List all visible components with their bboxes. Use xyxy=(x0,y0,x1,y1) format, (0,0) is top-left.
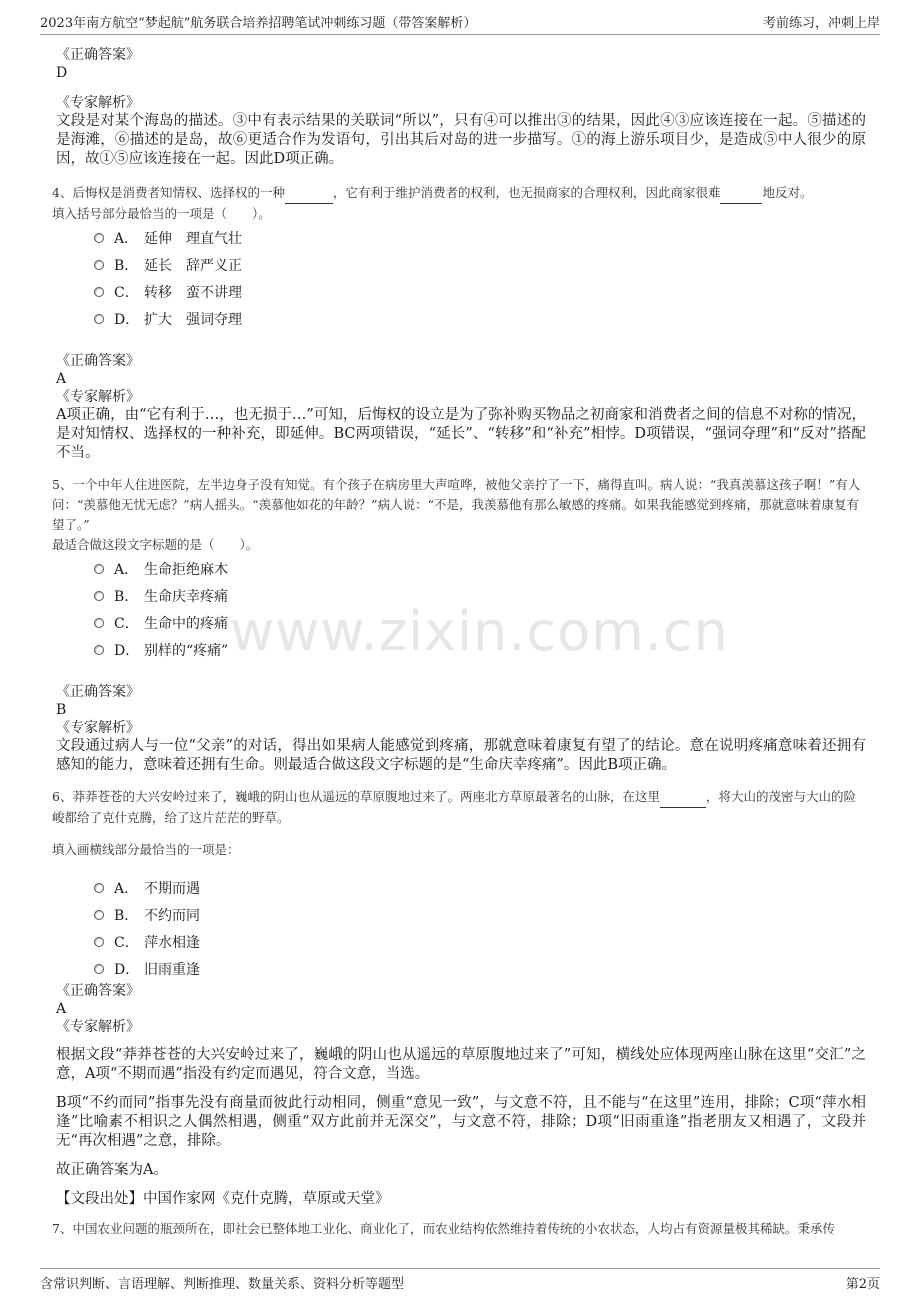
page-number: 第2页 xyxy=(845,1277,880,1292)
radio-icon[interactable] xyxy=(94,591,104,601)
expert-analysis-paragraph: 根据文段“莽莽苍苍的大兴安岭过来了，巍峨的阴山也从遥远的草原腹地过来了”可知，横线处应体现两座山脉在这里“交汇”之意，A项“不期而遇”指没有约定而遇见，符合文意，当选。 xyxy=(56,1047,866,1082)
radio-icon[interactable] xyxy=(94,287,104,297)
correct-answer-label: 《正确答案》 xyxy=(56,47,140,63)
option-list xyxy=(56,874,866,982)
radio-icon[interactable] xyxy=(94,314,104,324)
option-c[interactable]: C． 萍水相逢 xyxy=(56,928,866,955)
question-prompt: 最适合做这段文字标题的是（ ）。 xyxy=(52,537,259,552)
option-d[interactable]: D． 扩大 强词夺理 xyxy=(56,305,866,332)
question-stem: 6、莽莽苍苍的大兴安岭过来了，巍峨的阴山也从遥远的草原腹地过来了。两座北方草原最著名的山脉，在这里 ，将大山的茂密与大山的险峻都给了克什克腾，给了这片茫茫的野草。 xyxy=(52,789,856,825)
expert-analysis: A项正确，由“它有利于…，也无损于…”可知，后悔权的设立是为了弥补购买物品之初商家和消费者之间的信息不对称的情况，是对知情权、选择权的一种补充，即延伸。BC两项错误，“延长”、“转移”和“补充”相悖。D项错误，“强词夺理”和“反对”搭配不当。 xyxy=(56,407,866,461)
option-a[interactable]: A． 不期而遇 xyxy=(56,874,866,901)
correct-answer: D xyxy=(56,65,68,81)
answer-blank xyxy=(660,787,706,808)
radio-icon[interactable] xyxy=(94,618,104,628)
question-5 xyxy=(52,475,866,775)
option-a[interactable]: A． 生命拒绝麻木 xyxy=(56,555,866,582)
question-3-answer xyxy=(56,44,866,169)
radio-icon[interactable] xyxy=(94,964,104,974)
answer-blank xyxy=(285,183,333,204)
radio-icon[interactable] xyxy=(94,260,104,270)
expert-analysis-label: 《专家解析》 xyxy=(56,720,140,736)
expert-analysis-paragraph: B项“不约而同”指事先没有商量而彼此行动相同，侧重“意见一致”，与文意不符，且不能与“在这里”连用，排除；C项“萍水相逢”比喻素不相识之人偶然相遇，侧重“双方此前并无深交”，与文意不符，排除；D项“旧雨重逢”指老朋友又相遇了，文段并无“再次相遇”之意，排除。 xyxy=(56,1095,866,1149)
correct-answer: A xyxy=(56,371,67,387)
watermark: www.zixin.com.cn xyxy=(230,600,729,663)
expert-analysis-label: 《专家解析》 xyxy=(56,389,140,405)
question-prompt: 填入括号部分最恰当的一项是（ ）。 xyxy=(52,206,271,221)
radio-icon[interactable] xyxy=(94,233,104,243)
option-list xyxy=(56,555,866,663)
radio-icon[interactable] xyxy=(94,883,104,893)
correct-answer-label: 《正确答案》 xyxy=(56,684,140,700)
source-citation: 【文段出处】中国作家网《克什克腾，草原或天堂》 xyxy=(56,1191,390,1207)
option-list xyxy=(56,224,866,332)
expert-analysis-label: 《专家解析》 xyxy=(56,95,140,111)
correct-answer: B xyxy=(56,702,67,718)
page-content xyxy=(52,44,866,1239)
option-c[interactable]: C． 生命中的疼痛 xyxy=(56,609,866,636)
question-4 xyxy=(52,183,866,463)
footer-categories: 含常识判断、言语理解、判断推理、数量关系、资料分析等题型 xyxy=(40,1277,405,1292)
expert-analysis: 文段是对某个海岛的描述。③中有表示结果的关联词“所以”，只有④可以推出③的结果，因此④③应该连接在一起。⑤描述的是海滩，⑥描述的是岛，故⑥更适合作为发语句，引出其后对岛的进一步描写。①的海上游乐项目少，是造成⑤中人很少的原因，故①⑤应该连接在一起。因此D项正确。 xyxy=(56,113,866,167)
option-c[interactable]: C． 转移 蛮不讲理 xyxy=(56,278,866,305)
question-stem: 7、中国农业问题的瓶颈所在，即社会已整体地工业化、商业化了，而农业结构依然维持着传统的小农状态，人均占有资源量极其稀缺。秉承传 xyxy=(52,1221,835,1236)
expert-analysis: 文段通过病人与一位“父亲”的对话，得出如果病人能感觉到疼痛，那就意味着康复有望了的结论。意在说明疼痛意味着还拥有感知的能力，意味着还拥有生命。则最适合做这段文字标题的是“生命庆幸疼痛”。因此B项正确。 xyxy=(56,738,866,773)
expert-analysis-label: 《专家解析》 xyxy=(56,1019,140,1035)
radio-icon[interactable] xyxy=(94,910,104,920)
document-title: 2023年南方航空“梦起航”航务联合培养招聘笔试冲刺练习题（带答案解析） xyxy=(40,16,477,31)
correct-answer-label: 《正确答案》 xyxy=(56,353,140,369)
option-d[interactable]: D． 旧雨重逢 xyxy=(56,955,866,982)
question-6 xyxy=(52,787,866,1209)
page-header xyxy=(40,10,880,35)
option-d[interactable]: D． 别样的“疼痛” xyxy=(56,636,866,663)
question-stem: 4、后悔权是消费者知情权、选择权的一种 ，它有利于维护消费者的权利，也无损商家的合理权利，因此商家很难 地反对。 xyxy=(52,183,866,204)
question-prompt: 填入画横线部分最恰当的一项是： xyxy=(52,842,240,857)
option-b[interactable]: B． 不约而同 xyxy=(56,901,866,928)
option-b[interactable]: B． 生命庆幸疼痛 xyxy=(56,582,866,609)
final-answer-statement: 故正确答案为A。 xyxy=(56,1162,168,1178)
option-b[interactable]: B． 延长 辞严义正 xyxy=(56,251,866,278)
question-stem: 5、一个中年人住进医院，左半边身子没有知觉。有个孩子在病房里大声喧哗，被他父亲拧了一下，痛得直叫。病人说：“我真羡慕这孩子啊！”有人问：“羡慕他无忧无虑？”病人摇头。“羡慕他如花的年龄？”病人说：“不是，我羡慕他有那么敏感的疼痛。如果我能感觉到疼痛，那就意味着康复有望了。” xyxy=(52,477,861,532)
radio-icon[interactable] xyxy=(94,564,104,574)
correct-answer-label: 《正确答案》 xyxy=(56,983,140,999)
option-a[interactable]: A． 延伸 理直气壮 xyxy=(56,224,866,251)
question-7 xyxy=(52,1219,866,1239)
answer-blank xyxy=(720,183,762,204)
page-footer xyxy=(40,1268,880,1295)
header-slogan: 考前练习，冲刺上岸 xyxy=(762,16,880,31)
correct-answer: A xyxy=(56,1001,67,1017)
radio-icon[interactable] xyxy=(94,645,104,655)
radio-icon[interactable] xyxy=(94,937,104,947)
